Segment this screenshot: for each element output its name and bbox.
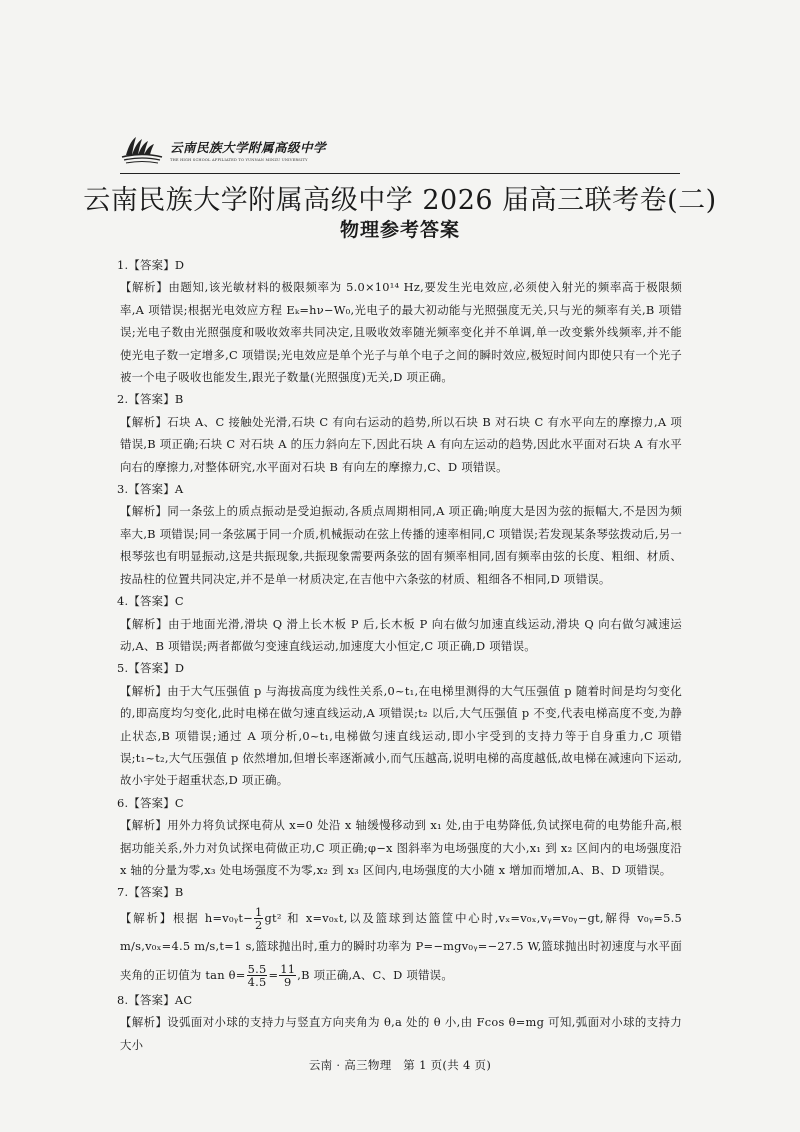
question-item — [117, 478, 682, 590]
answer-line: 1.【答案】D — [117, 258, 185, 272]
answer-line: 8.【答案】AC — [117, 993, 193, 1007]
explanation-part: gt² 和 x=v₀ₓt,以及篮球到达篮筐中心时,vₓ=v₀ₓ,vᵧ=v₀ᵧ−gt,解得 v₀ᵧ=5.5 m/s,v₀ₓ=4.5 m/s,t=1 s,篮球抛出时,重力的瞬时功率为 P=−mgv₀ᵧ=−27.5 W,篮球抛出时初速度与水平面夹角的正切值为 tan θ= — [120, 910, 682, 982]
explanation-part: ,B 项正确,A、C、D 项错误。 — [297, 967, 453, 982]
school-emblem-icon — [120, 135, 164, 165]
equals-sign: = — [268, 967, 279, 982]
fraction-denominator: 4.5 — [247, 975, 267, 990]
page-title: 云南民族大学附属高级中学 2026 届高三联考卷(二) — [83, 185, 717, 216]
explanation-text — [120, 904, 682, 989]
explanation-text: 【解析】同一条弦上的质点振动是受迫振动,各质点周期相同,A 项正确;响度大是因为弦的振幅大,不是因为频率大,B 项错误;同一条弦属于同一介质,机械振动在弦上传播的速率相同,C 项错误;若发现某条琴弦拨动后,另一根琴弦也有明显振动,这是共振现象,共振现象需要两条弦的固有频率相同,固有频率由弦的长度、粗细、材质、按品柱的位置共同决定,并不是单一材质决定,在吉他中六条弦的材质、粗细各不相同,D 项错误。 — [120, 504, 682, 586]
question-item — [117, 989, 682, 1056]
fraction-denominator: 2 — [254, 918, 263, 933]
explanation-text: 【解析】用外力将负试探电荷从 x=0 处沿 x 轴缓慢移动到 x₁ 处,由于电势降低,负试探电荷的电势能升高,根据功能关系,外力对负试探电荷做正功,C 项正确;φ−x 图斜率为电场强度的大小,x₁ 到 x₂ 区间内的电场强度沿 x 轴的分量为零,x₃ 处电场强度不为零,x₂ 到 x₃ 区间内,电场强度的大小随 x 增加而增加,A、B、D 项错误。 — [120, 818, 682, 877]
question-item — [117, 657, 682, 791]
page-footer: 云南 · 高三物理 第 1 页(共 4 页) — [308, 1058, 492, 1072]
explanation-text: 【解析】由于大气压强值 p 与海拔高度为线性关系,0~t₁,在电梯里测得的大气压强值 p 随着时间是均匀变化的,即高度均匀变化,此时电梯在做匀速直线运动,A 项错误;t₂ 以后,大气压强值 p 不变,代表电梯高度不变,为静止状态,B 项错误;通过 A 项分析,0~t₁,电梯做匀速直线运动,即小宇受到的支持力等于自身重力,C 项错误;t₁~t₂,大气压强值 p 依然增加,但增长率逐渐减小,而气压越高,说明电梯的高度越低,故电梯在减速向下运动,故小宇处于超重状态,D 项正确。 — [120, 683, 682, 788]
answer-line: 3.【答案】A — [117, 482, 184, 497]
question-item — [117, 254, 682, 388]
explanation-part: 【解析】根据 h=v₀ᵧt− — [120, 910, 253, 925]
answer-list — [117, 254, 682, 1056]
question-item — [117, 388, 682, 478]
answer-line: 5.【答案】D — [117, 661, 185, 676]
school-logo-text — [170, 138, 326, 162]
answer-line: 7.【答案】B — [117, 885, 184, 900]
school-logo-english: THE HIGH SCHOOL AFFILIATED TO YUNNAN MINZU UNIVERSITY — [170, 158, 308, 162]
question-item — [117, 590, 682, 657]
explanation-text: 【解析】石块 A、C 接触处光滑,石块 C 有向右运动的趋势,所以石块 B 对石块 C 有水平向左的摩擦力,A 项错误,B 项正确;石块 C 对石块 A 的压力斜向左下,因此石块 A 有向左运动的趋势,因此水平面对石块 A 有水平向右的摩擦力,对整体研究,水平面对石块 B 有向左的摩擦力,C、D 项错误。 — [120, 414, 682, 474]
answer-line: 2.【答案】B — [117, 392, 184, 407]
explanation-text: 【解析】设弧面对小球的支持力与竖直方向夹角为 θ,a 处的 θ 小,由 Fcos θ=mg 可知,弧面对小球的支持力大小 — [120, 1015, 682, 1052]
question-item — [117, 792, 682, 882]
fraction-velocity-ratio — [247, 963, 268, 988]
explanation-text: 【解析】由题知,该光敏材料的极限频率为 5.0×10¹⁴ Hz,要发生光电效应,必须使入射光的频率高于极限频率,A 项错误;根据光电效应方程 Eₖ=hν−W₀,光电子的最大初动能与光照强度无关,只与光的频率有关,B 项错误;光电子数由光照强度和吸收效率共同决定,且吸收效率随光频率变化并不单调,单一改变紫外线频率,并不能使光电子数一定增多,C 项错误;光电效应是单个光子与单个电子之间的瞬时效应,极短时间内即使只有一个光子被一个电子吸收也能发生,跟光子数量(光照强度)无关,D 项正确。 — [120, 280, 682, 385]
fraction-numerator: 11 — [280, 962, 296, 977]
answer-line: 6.【答案】C — [117, 795, 184, 810]
page-subtitle: 物理参考答案 — [339, 219, 460, 241]
answer-line: 4.【答案】C — [117, 594, 184, 609]
fraction-half — [254, 906, 264, 931]
fraction-denominator: 9 — [284, 975, 292, 990]
fraction-numerator: 1 — [254, 905, 263, 920]
explanation-text: 【解析】由于地面光滑,滑块 Q 滑上长木板 P 后,长木板 P 向右做匀加速直线运动,滑块 Q 向右做匀减速运动,A、B 项错误;两者都做匀变速直线运动,加速度大小恒定,C 项正确,D 项错误。 — [120, 616, 682, 653]
header-divider — [120, 173, 680, 174]
school-logo-name: 云南民族大学附属高级中学 — [170, 140, 327, 155]
fraction-result — [279, 963, 296, 988]
question-item — [117, 881, 682, 990]
fraction-numerator: 5.5 — [247, 962, 267, 977]
school-logo — [120, 130, 420, 170]
